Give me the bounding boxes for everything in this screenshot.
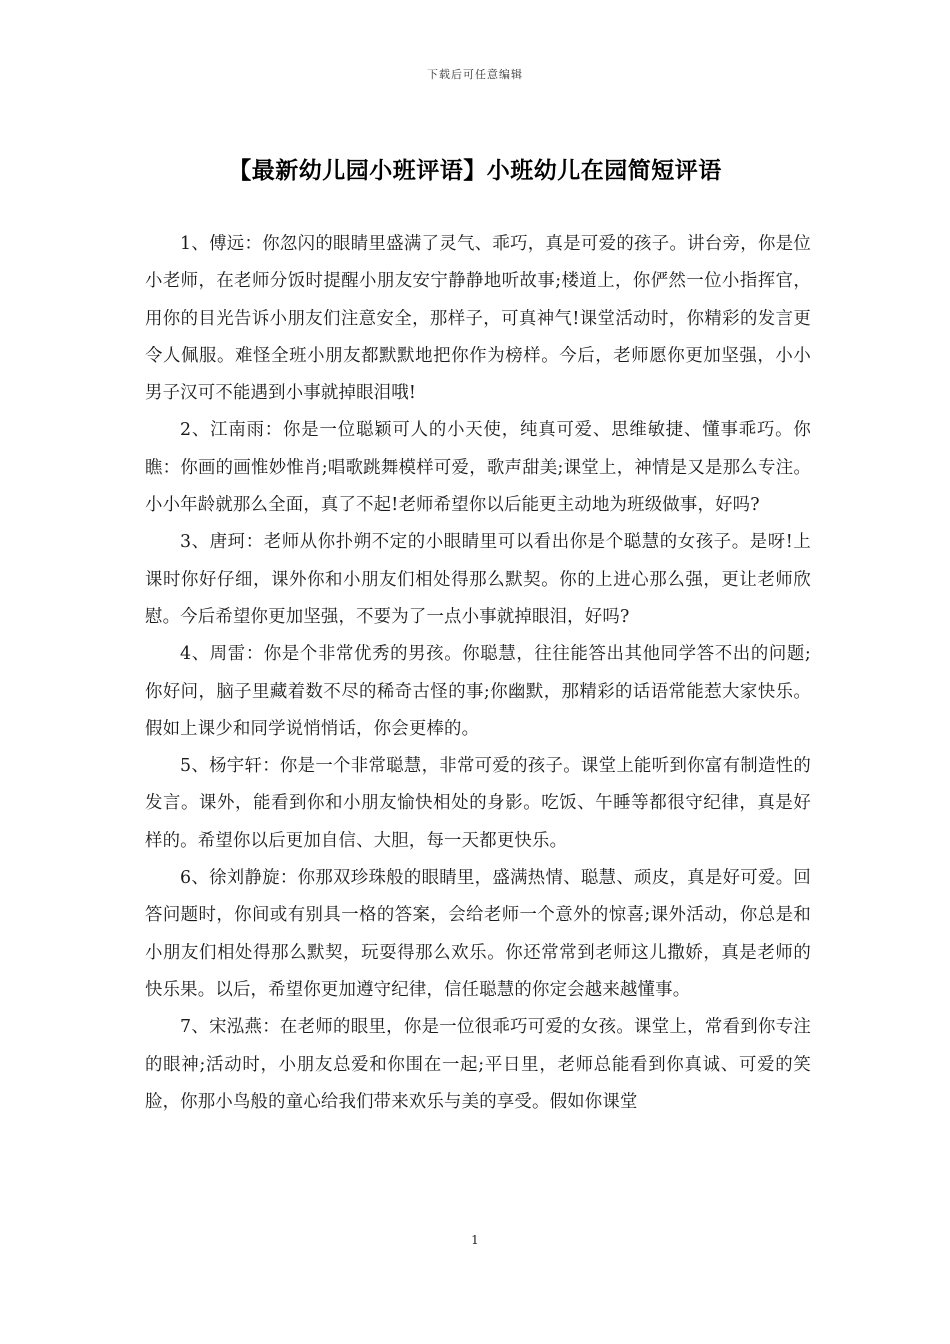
comment-paragraph: 2、江南雨：你是一位聪颖可人的小天使，纯真可爱、思维敏捷、懂事乖巧。你瞧：你画的画惟妙惟肖;唱歌跳舞模样可爱，歌声甜美;课堂上，神情是又是那么专注。小小年龄就那么全面，真了不起!老师希望你以后能更主动地为班级做事，好吗?	[145, 420, 811, 516]
document-body	[145, 226, 811, 1121]
comment-paragraph: 7、宋泓燕：在老师的眼里，你是一位很乖巧可爱的女孩。课堂上，常看到你专注的眼神;活动时，小朋友总爱和你围在一起;平日里，老师总能看到你真诚、可爱的笑脸，你那小鸟般的童心给我们带来欢乐与美的享受。假如你课堂	[145, 1017, 811, 1112]
header-note: 下载后可任意编辑	[427, 68, 523, 81]
comment-paragraph: 4、周雷：你是个非常优秀的男孩。你聪慧，往往能答出其他同学答不出的问题;你好问，脑子里藏着数不尽的稀奇古怪的事;你幽默，那精彩的话语常能惹大家快乐。假如上课少和同学说悄悄话，你会更棒的。	[145, 644, 811, 739]
comment-paragraph: 5、杨宇轩：你是一个非常聪慧，非常可爱的孩子。课堂上能听到你富有制造性的发言。课外，能看到你和小朋友愉快相处的身影。吃饭、午睡等都很守纪律，真是好样的。希望你以后更加自信、大胆，每一天都更快乐。	[145, 756, 811, 851]
comment-paragraph: 1、傅远：你忽闪的眼睛里盛满了灵气、乖巧，真是可爱的孩子。讲台旁，你是位小老师，在老师分饭时提醒小朋友安宁静静地听故事;楼道上，你俨然一位小指挥官，用你的目光告诉小朋友们注意安全，那样子，可真神气!课堂活动时，你精彩的发言更令人佩服。难怪全班小朋友都默默地把你作为榜样。今后，老师愿你更加坚强，小小男子汉可不能遇到小事就掉眼泪哦!	[145, 234, 811, 404]
document-title: 【最新幼儿园小班评语】小班幼儿在园简短评语	[228, 158, 722, 184]
page-number: 1	[471, 1233, 479, 1247]
comment-paragraph: 3、唐珂：老师从你扑朔不定的小眼睛里可以看出你是个聪慧的女孩子。是呀!上课时你好仔细，课外你和小朋友们相处得那么默契。你的上进心那么强，更让老师欣慰。今后希望你更加坚强，不要为了一点小事就掉眼泪，好吗?	[145, 532, 811, 627]
comment-paragraph: 6、徐刘静旋：你那双珍珠般的眼睛里，盛满热情、聪慧、顽皮，真是好可爱。回答问题时，你间或有别具一格的答案，会给老师一个意外的惊喜;课外活动，你总是和小朋友们相处得那么默契，玩耍得那么欢乐。你还常常到老师这儿撒娇，真是老师的快乐果。以后，希望你更加遵守纪律，信任聪慧的你定会越来越懂事。	[145, 868, 811, 1000]
